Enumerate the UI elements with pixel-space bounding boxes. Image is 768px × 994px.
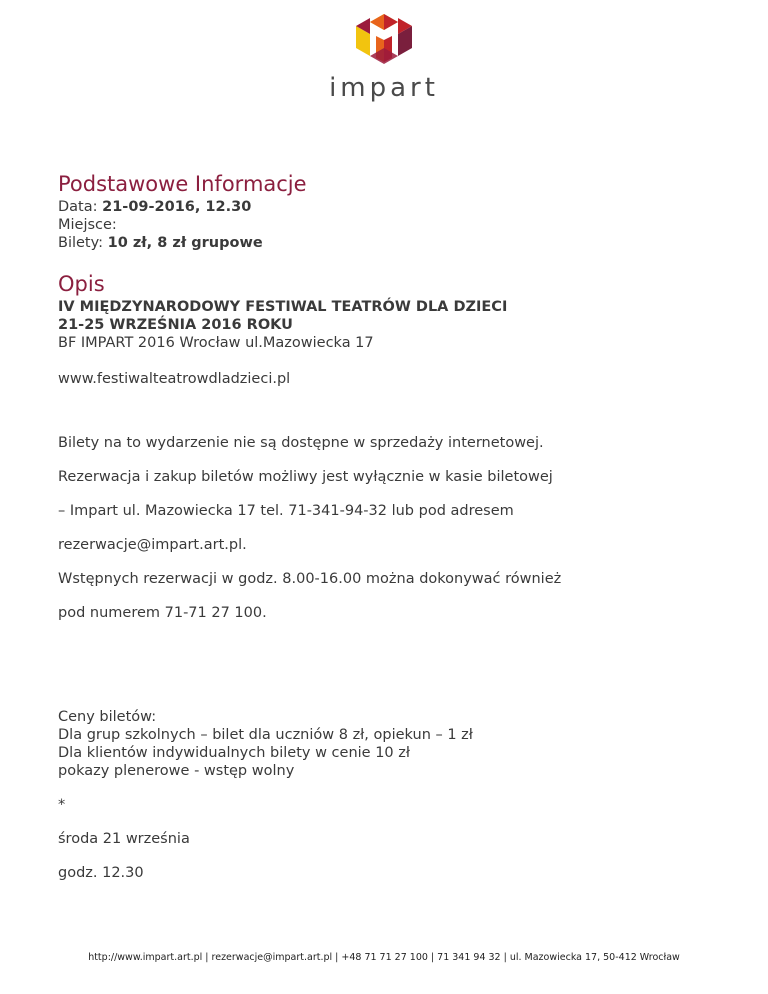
festival-title	[58, 298, 718, 316]
prices-individual: Dla klientów indywidualnych bilety w cenie 10 zł	[58, 745, 410, 761]
tickets-line	[58, 234, 718, 252]
prices-title: Ceny biletów:	[58, 709, 157, 725]
impart-logo	[0, 12, 768, 102]
reservation-note: Rezerwacja i zakup biletów możliwy jest wyłącznie w kasie biletowej	[58, 469, 553, 485]
reservation-email[interactable]: rezerwacje@impart.art.pl.	[58, 537, 247, 553]
basic-info-heading: Podstawowe Informacje	[58, 172, 307, 196]
prices-outdoor: pokazy plenerowe - wstęp wolny	[58, 763, 295, 779]
event-day: środa 21 września	[58, 831, 190, 847]
festival-venue: BF IMPART 2016 Wrocław ul.Mazowiecka 17	[58, 335, 374, 351]
date-label: Data:	[58, 199, 103, 215]
description-heading: Opis	[58, 272, 105, 296]
asterisk-separator: *	[58, 797, 66, 813]
festival-title-line1: IV MIĘDZYNARODOWY FESTIWAL TEATRÓW DLA DZIECI	[58, 299, 508, 315]
tickets-label: Bilety:	[58, 235, 108, 251]
reservation-phone: pod numerem 71-71 27 100.	[58, 605, 267, 621]
event-content	[58, 170, 718, 882]
festival-dates	[58, 316, 718, 334]
festival-dates-line: 21-25 WRZEŚNIA 2016 ROKU	[58, 317, 293, 333]
page-footer: http://www.impart.art.pl | rezerwacje@impart.art.pl | +48 71 71 27 100 | 71 341 94 32 | ul. Mazowiecka 17, 50-412 Wrocław	[88, 952, 680, 963]
date-line	[58, 198, 718, 216]
box-office-address: – Impart ul. Mazowiecka 17 tel. 71-341-94-32 lub pod adresem	[58, 503, 514, 519]
online-sale-note: Bilety na to wydarzenie nie są dostępne w sprzedaży internetowej.	[58, 435, 544, 451]
tickets-value: 10 zł, 8 zł grupowe	[107, 235, 263, 251]
event-time: godz. 12.30	[58, 865, 144, 881]
impart-cube-icon	[354, 12, 414, 68]
pre-reservation-note: Wstępnych rezerwacji w godz. 8.00-16.00 można dokonywać również	[58, 571, 562, 587]
place-line: Miejsce:	[58, 217, 117, 233]
impart-wordmark: impart	[329, 73, 439, 103]
prices-school: Dla grup szkolnych – bilet dla uczniów 8 zł, opiekun – 1 zł	[58, 727, 473, 743]
date-value: 21-09-2016, 12.30	[102, 199, 252, 215]
festival-website[interactable]: www.festiwalteatrowdladzieci.pl	[58, 371, 291, 387]
